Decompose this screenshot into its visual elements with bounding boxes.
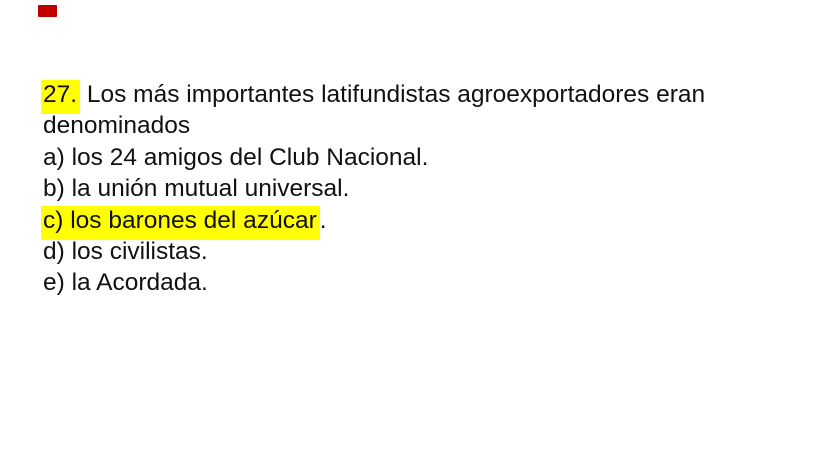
option-b-label: b) la unión mutual universal. — [43, 175, 350, 203]
option-a — [43, 142, 788, 173]
red-marker — [38, 5, 57, 17]
option-a-label: a) los 24 amigos del Club Nacional. — [43, 143, 429, 171]
option-d-label: d) los civilistas. — [43, 238, 208, 266]
question-block — [43, 79, 788, 299]
option-c — [43, 205, 788, 236]
option-e — [43, 267, 788, 298]
question-stem — [43, 79, 788, 142]
question-stem-text: Los más importantes latifundistas agroexportadores eran denominados — [43, 81, 706, 140]
option-c-suffix: . — [319, 206, 327, 234]
question-number-highlight: 27. — [41, 80, 80, 114]
option-d — [43, 236, 788, 267]
option-e-label: e) la Acordada. — [43, 269, 208, 297]
option-b — [43, 173, 788, 204]
option-c-label-highlight: c) los barones del azúcar — [41, 206, 320, 240]
